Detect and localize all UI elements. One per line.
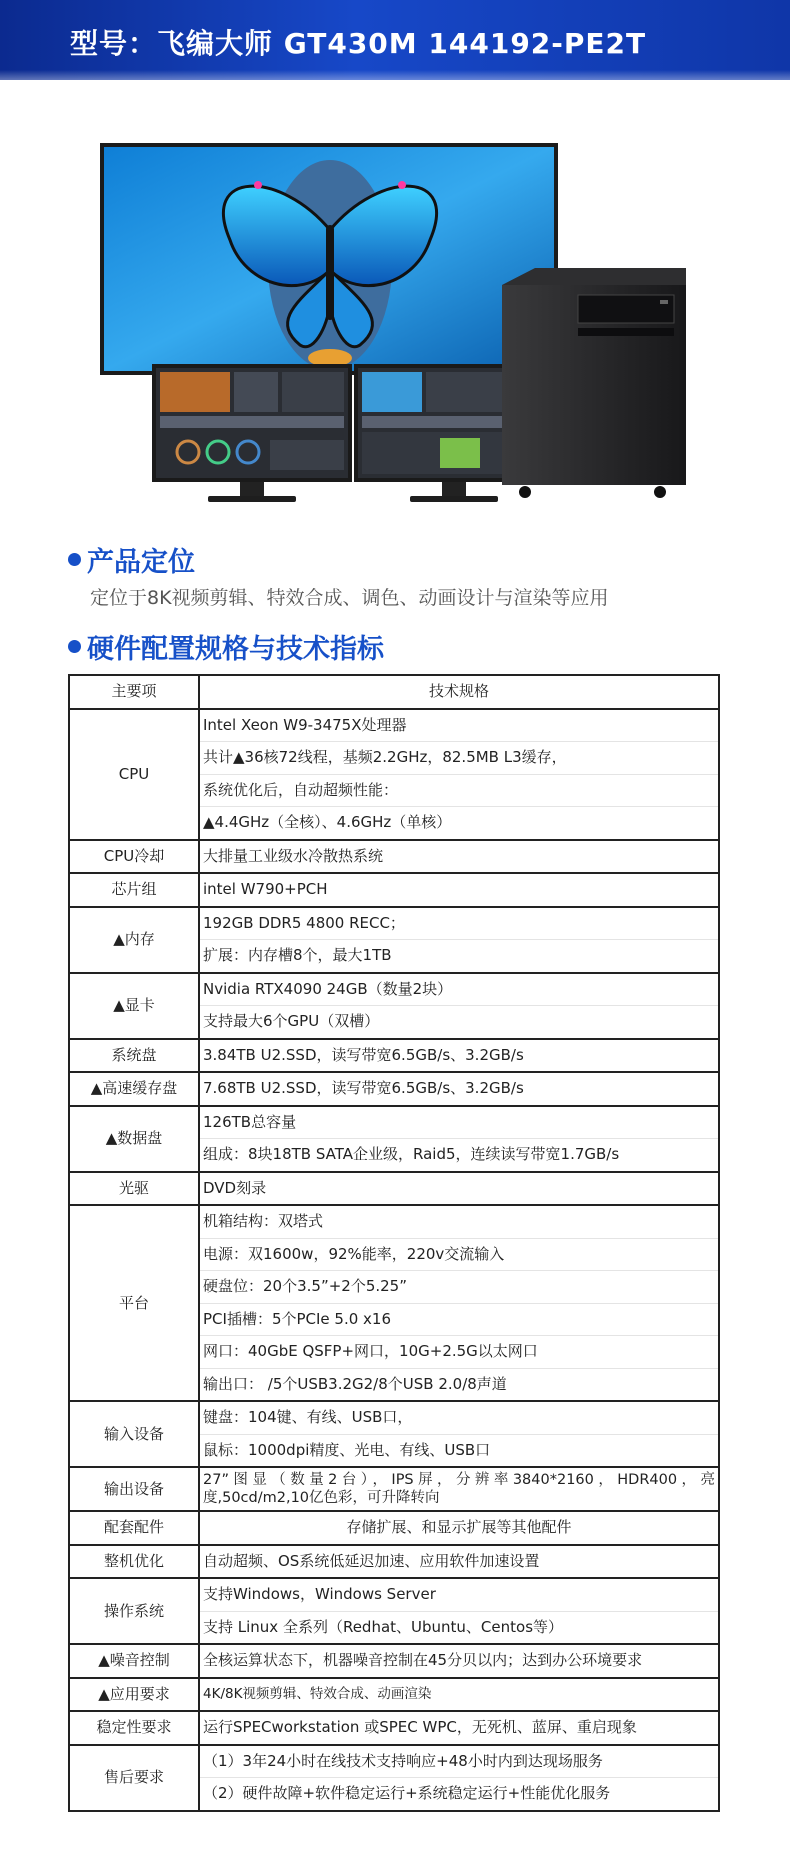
spec-value: 3.84TB U2.SSD，读写带宽6.5GB/s、3.2GB/s [199,1039,719,1073]
spec-value: 扩展：内存槽8个，最大1TB [199,940,719,973]
spec-category: 输入设备 [69,1401,199,1467]
spec-category: 系统盘 [69,1039,199,1073]
spec-value: 组成：8块18TB SATA企业级，Raid5，连续读写带宽1.7GB/s [199,1139,719,1172]
spec-category: CPU冷却 [69,840,199,874]
workstation-tower [502,268,686,498]
table-header-row [69,675,719,709]
table-row [69,1205,719,1238]
table-row [69,873,719,907]
spec-value: 鼠标：1000dpi精度、光电、有线、USB口 [199,1434,719,1467]
table-row [69,1072,719,1106]
section-positioning-title: 产品定位 [87,547,195,578]
page-title: 型号：飞编大师 GT430M 144192-PE2T [70,27,647,60]
table-row [69,1644,719,1678]
table-row [69,840,719,874]
spec-value: Nvidia RTX4090 24GB（数量2块） [199,973,719,1006]
large-monitor [100,143,558,375]
spec-value: 共计▲36核72线程，基频2.2GHz，82.5MB L3缓存， [199,742,719,775]
spec-category: 光驱 [69,1172,199,1206]
spec-value: DVD刻录 [199,1172,719,1206]
product-hero-image [0,0,790,520]
spec-value: 硬盘位：20个3.5”+2个5.25” [199,1271,719,1304]
column-header: 主要项 [69,675,199,709]
table-row [69,907,719,940]
positioning-description: 定位于8K视频剪辑、特效合成、调色、动画设计与渲染等应用 [90,587,609,609]
table-row [69,1578,719,1611]
section-specs-heading [68,627,384,666]
spec-table [68,674,720,1812]
section-positioning-heading [68,540,195,579]
table-row [69,1039,719,1073]
spec-value: （1）3年24小时在线技术支持响应+48小时内到达现场服务 [199,1745,719,1778]
spec-value: 运行SPECworkstation 或SPEC WPC，无死机、蓝屏、重启现象 [199,1711,719,1745]
spec-value: 电源：双1600w，92%能率，220v交流输入 [199,1238,719,1271]
spec-value: （2）硬件故障+软件稳定运行+系统稳定运行+性能优化服务 [199,1778,719,1811]
spec-value: 支持最大6个GPU（双槽） [199,1006,719,1039]
spec-category: ▲显卡 [69,973,199,1039]
spec-category: 售后要求 [69,1745,199,1811]
spec-category: 配套配件 [69,1511,199,1545]
table-row [69,1401,719,1434]
bullet-icon [68,553,81,566]
spec-category: 输出设备 [69,1467,199,1511]
column-header: 技术规格 [199,675,719,709]
section-specs-title: 硬件配置规格与技术指标 [87,634,384,665]
table-row [69,1172,719,1206]
spec-category: 整机优化 [69,1545,199,1579]
spec-value: 全核运算状态下，机器噪音控制在45分贝以内；达到办公环境要求 [199,1644,719,1678]
table-row [69,1511,719,1545]
spec-value: 7.68TB U2.SSD，读写带宽6.5GB/s、3.2GB/s [199,1072,719,1106]
spec-value: 存储扩展、和显示扩展等其他配件 [199,1511,719,1545]
spec-category: ▲内存 [69,907,199,973]
spec-value: intel W790+PCH [199,873,719,907]
editing-monitor-left [152,364,352,502]
spec-category: ▲应用要求 [69,1678,199,1712]
spec-category: CPU [69,709,199,840]
table-row [69,1745,719,1778]
spec-value: 自动超频、OS系统低延迟加速、应用软件加速设置 [199,1545,719,1579]
spec-value: Intel Xeon W9-3475X处理器 [199,709,719,742]
spec-category: 操作系统 [69,1578,199,1644]
spec-value: 机箱结构：双塔式 [199,1205,719,1238]
table-row [69,1467,719,1511]
spec-value: 系统优化后，自动超频性能： [199,774,719,807]
spec-value: PCI插槽：5个PCIe 5.0 x16 [199,1303,719,1336]
spec-category: 芯片组 [69,873,199,907]
bullet-icon [68,640,81,653]
spec-category: 平台 [69,1205,199,1401]
spec-value: 输出口： /5个USB3.2G2/8个USB 2.0/8声道 [199,1368,719,1401]
spec-category: ▲高速缓存盘 [69,1072,199,1106]
spec-category: 稳定性要求 [69,1711,199,1745]
table-row [69,1545,719,1579]
spec-value: 126TB总容量 [199,1106,719,1139]
spec-value: 大排量工业级水冷散热系统 [199,840,719,874]
spec-value: 192GB DDR5 4800 RECC； [199,907,719,940]
spec-value: 4K/8K视频剪辑、特效合成、动画渲染 [199,1678,719,1712]
table-row [69,1106,719,1139]
table-row [69,1711,719,1745]
spec-category: ▲数据盘 [69,1106,199,1172]
spec-value: ▲4.4GHz（全核）、4.6GHz（单核） [199,807,719,840]
spec-value: 键盘：104键、有线、USB口， [199,1401,719,1434]
table-row [69,1678,719,1712]
spec-value: 网口：40GbE QSFP+网口，10G+2.5G以太网口 [199,1336,719,1369]
table-row [69,709,719,742]
spec-value: 27”图显（数量2台），IPS屏，分辨率3840*2160，HDR400，亮度,50cd/m2,10亿色彩，可升降转向 [199,1467,719,1511]
table-row [69,973,719,1006]
spec-value: 支持 Linux 全系列（Redhat、Ubuntu、Centos等） [199,1611,719,1644]
spec-category: ▲噪音控制 [69,1644,199,1678]
spec-value: 支持Windows，Windows Server [199,1578,719,1611]
